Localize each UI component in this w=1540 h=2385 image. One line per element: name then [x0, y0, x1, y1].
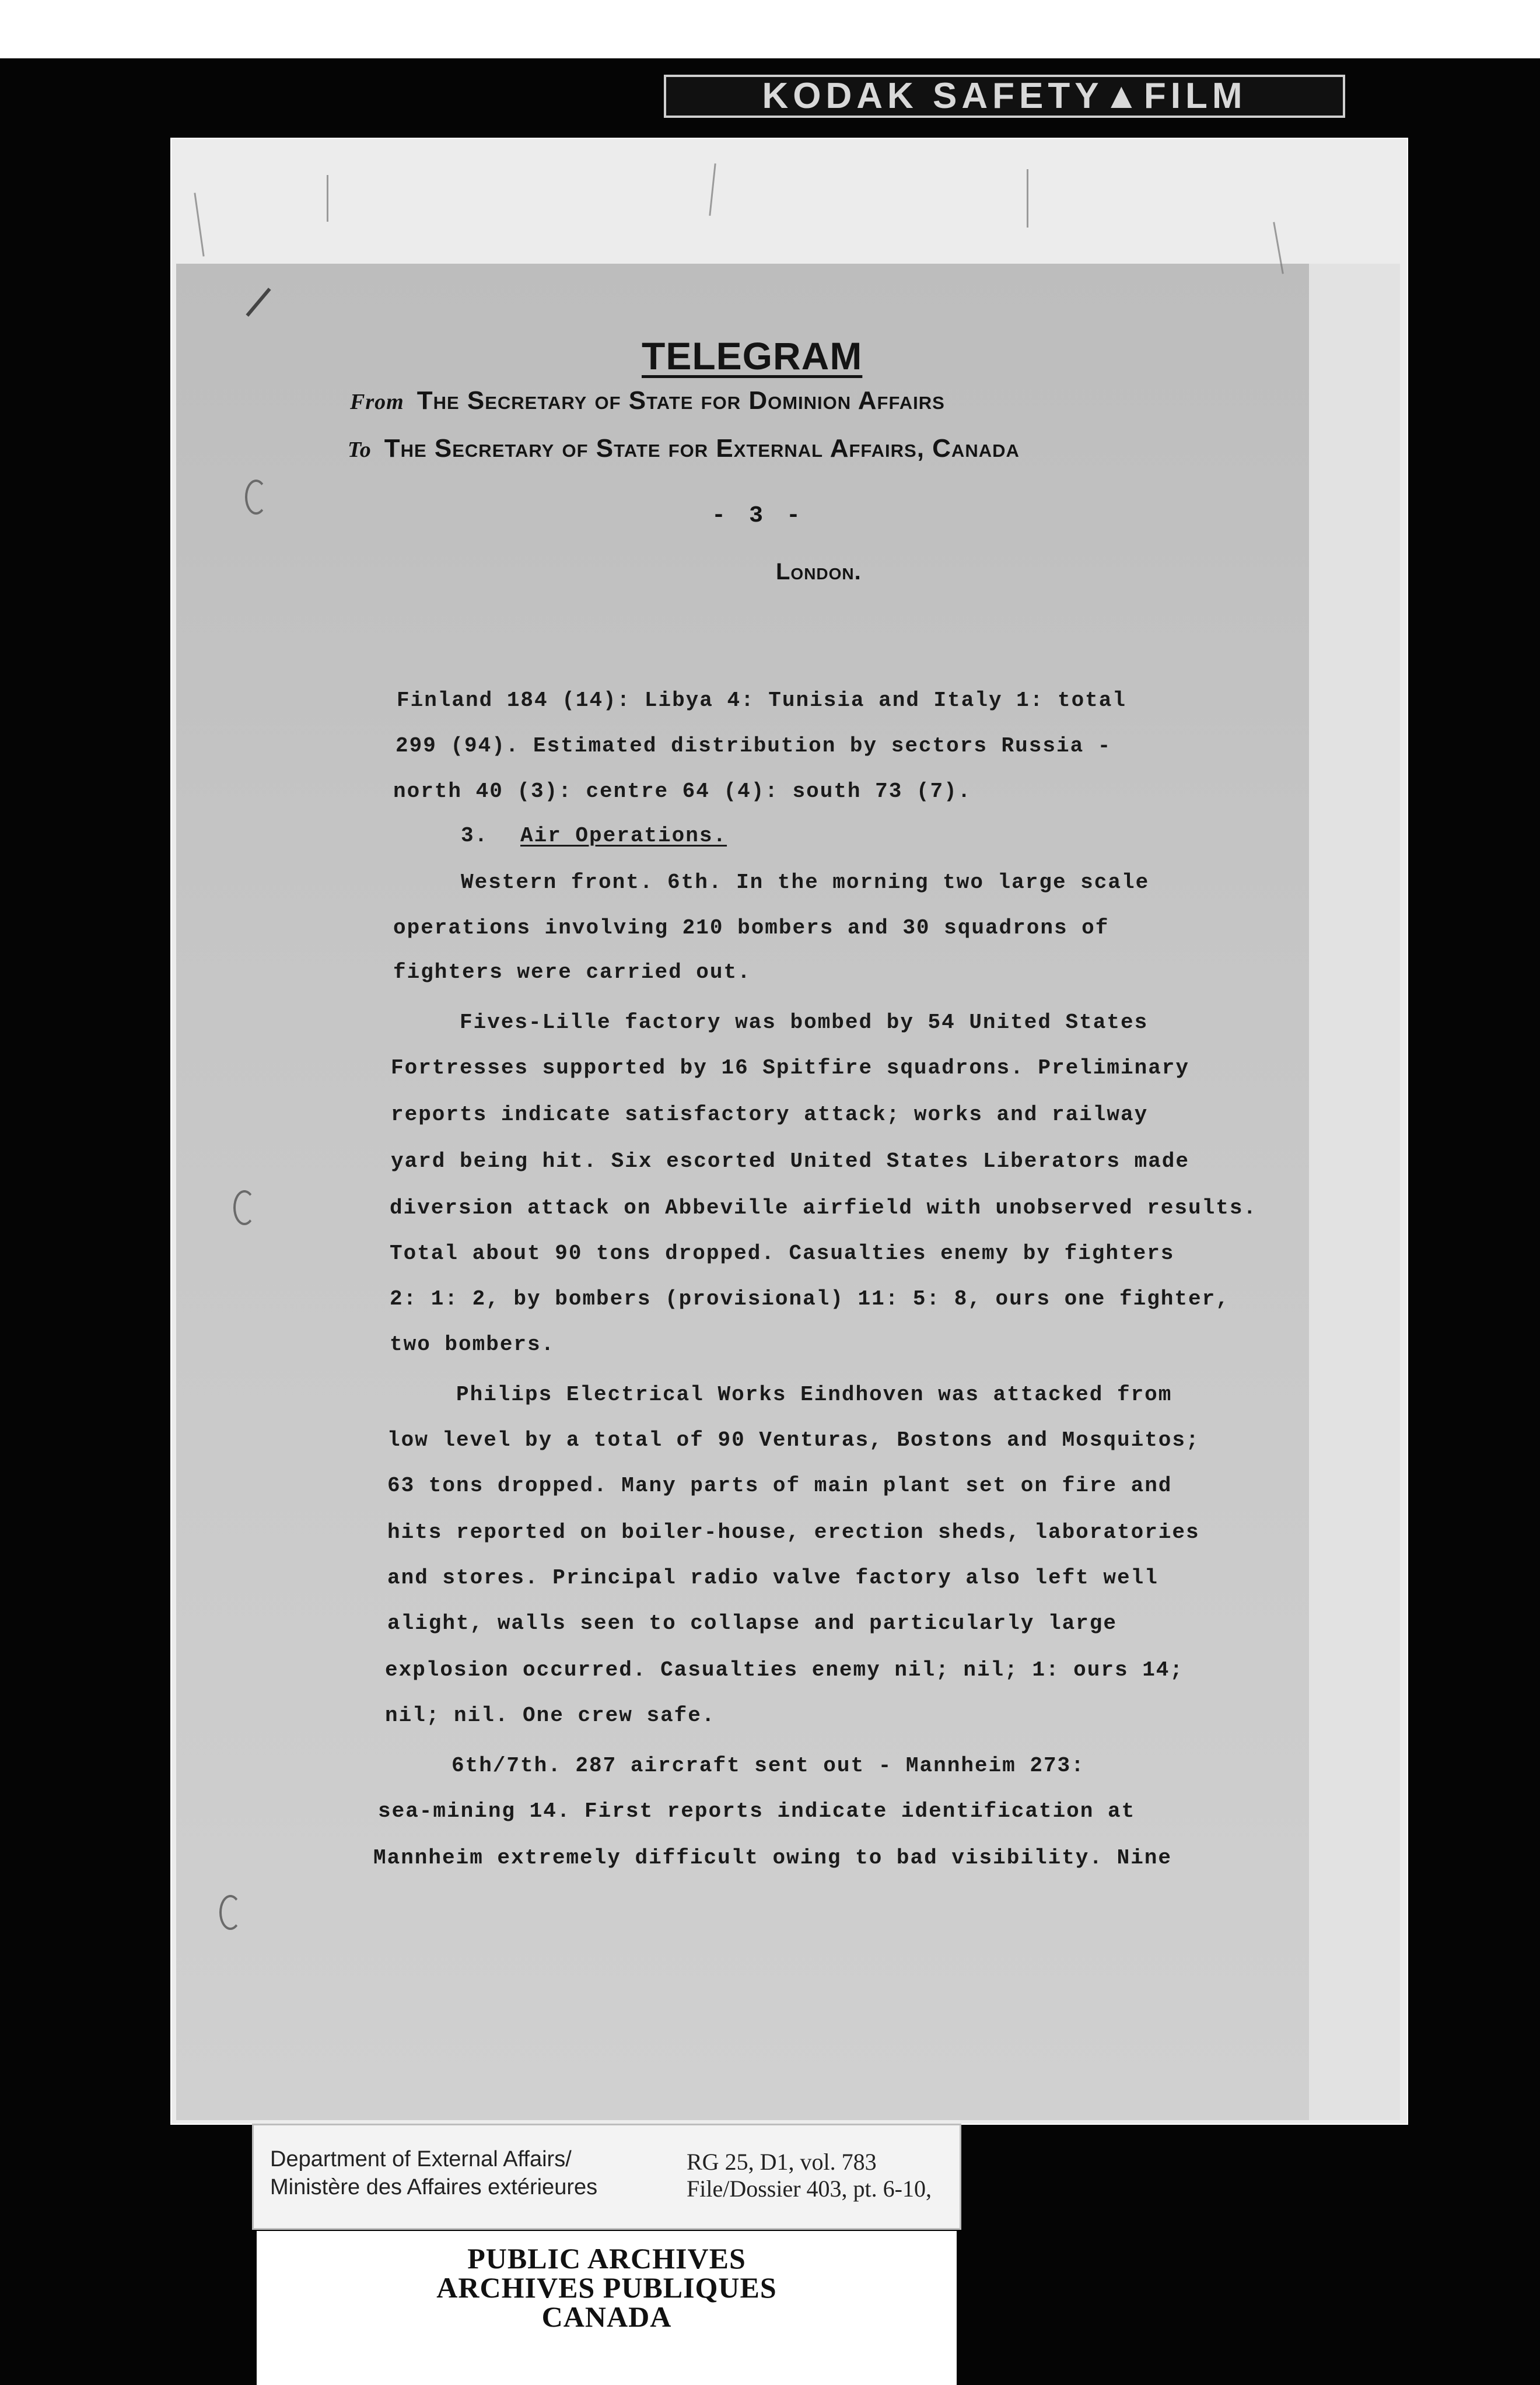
- department-name: [270, 2145, 597, 2201]
- from-line: [350, 386, 945, 415]
- archives-stamp: [257, 2231, 957, 2385]
- body-line: Fives-Lille factory was bombed by 54 United States: [460, 1010, 1149, 1034]
- document-right-margin: [1309, 264, 1400, 2120]
- to-text: The Secretary of State for External Affairs, Canada: [384, 434, 1020, 463]
- body-line: and stores. Principal radio valve factory also left well: [387, 1566, 1158, 1590]
- section-number: 3.: [461, 824, 489, 848]
- body-line: yard being hit. Six escorted United States Liberators made: [391, 1149, 1190, 1173]
- body-line: Finland 184 (14): Libya 4: Tunisia and Italy 1: total: [397, 688, 1126, 712]
- body-line: nil; nil. One crew safe.: [385, 1704, 716, 1727]
- body-line: Total about 90 tons dropped. Casualties enemy by fighters: [390, 1242, 1175, 1265]
- archives-line-country: CANADA: [541, 2300, 672, 2333]
- file-dossier: File/Dossier 403, pt. 6-10,: [687, 2176, 932, 2202]
- body-line: hits reported on boiler-house, erection sheds, laboratories: [387, 1520, 1200, 1544]
- body-line: Mannheim extremely difficult owing to bad visibility. Nine: [373, 1846, 1172, 1870]
- body-line: 63 tons dropped. Many parts of main plant set on fire and: [387, 1474, 1172, 1498]
- punch-hole: [233, 1190, 256, 1225]
- department-name-en: Department of External Affairs/: [270, 2147, 572, 2171]
- archives-line-en: PUBLIC ARCHIVES: [467, 2242, 746, 2275]
- punch-hole: [245, 480, 267, 515]
- body-line: Western front. 6th. In the morning two large scale: [461, 870, 1150, 894]
- film-edge-banner: KODAK SAFETY▲FILM: [664, 75, 1345, 118]
- telegram-title: TELEGRAM: [642, 334, 863, 377]
- body-line: 6th/7th. 287 aircraft sent out - Mannheim 273:: [452, 1754, 1085, 1778]
- scratch-mark: [327, 175, 328, 222]
- from-text: The Secretary of State for Dominion Affairs: [416, 386, 945, 415]
- archives-stamp-text: [257, 2244, 957, 2331]
- body-line: fighters were carried out.: [393, 960, 751, 984]
- punch-hole: [219, 1895, 242, 1930]
- body-line: alight, walls seen to collapse and particularly large: [387, 1611, 1117, 1635]
- city-line: London.: [776, 559, 862, 585]
- body-line: reports indicate satisfactory attack; works and railway: [391, 1103, 1149, 1127]
- body-line: operations involving 210 bombers and 30 squadrons of: [393, 916, 1110, 940]
- body-line: explosion occurred. Casualties enemy nil; nil; 1: ours 14;: [385, 1658, 1184, 1682]
- to-label: To: [348, 438, 372, 462]
- body-line: 299 (94). Estimated distribution by sectors Russia -: [396, 734, 1112, 758]
- body-line: two bombers.: [390, 1333, 555, 1356]
- body-line: Fortresses supported by 16 Spitfire squadrons. Preliminary: [391, 1056, 1190, 1080]
- file-reference: [687, 2149, 932, 2202]
- document-text-area: [176, 264, 1309, 2120]
- body-line: north 40 (3): centre 64 (4): south 73 (7).: [393, 779, 972, 803]
- from-label: From: [350, 390, 404, 414]
- body-line: Philips Electrical Works Eindhoven was attacked from: [456, 1383, 1172, 1407]
- department-name-fr: Ministère des Affaires extérieures: [270, 2175, 598, 2199]
- body-line: sea-mining 14. First reports indicate identification at: [378, 1799, 1136, 1823]
- to-line: [348, 434, 1020, 463]
- body-line: diversion attack on Abbeville airfield with unobserved results.: [390, 1196, 1258, 1220]
- archive-reference-label: [252, 2124, 961, 2230]
- archives-line-fr: ARCHIVES PUBLIQUES: [436, 2271, 777, 2304]
- section-heading: Air Operations.: [520, 824, 727, 848]
- body-line: low level by a total of 90 Venturas, Bostons and Mosquitos;: [387, 1428, 1200, 1452]
- page-number: - 3 -: [712, 503, 806, 529]
- record-group: RG 25, D1, vol. 783: [687, 2149, 877, 2175]
- scratch-mark: [1027, 169, 1028, 228]
- body-line: 2: 1: 2, by bombers (provisional) 11: 5: 8, ours one fighter,: [390, 1287, 1230, 1311]
